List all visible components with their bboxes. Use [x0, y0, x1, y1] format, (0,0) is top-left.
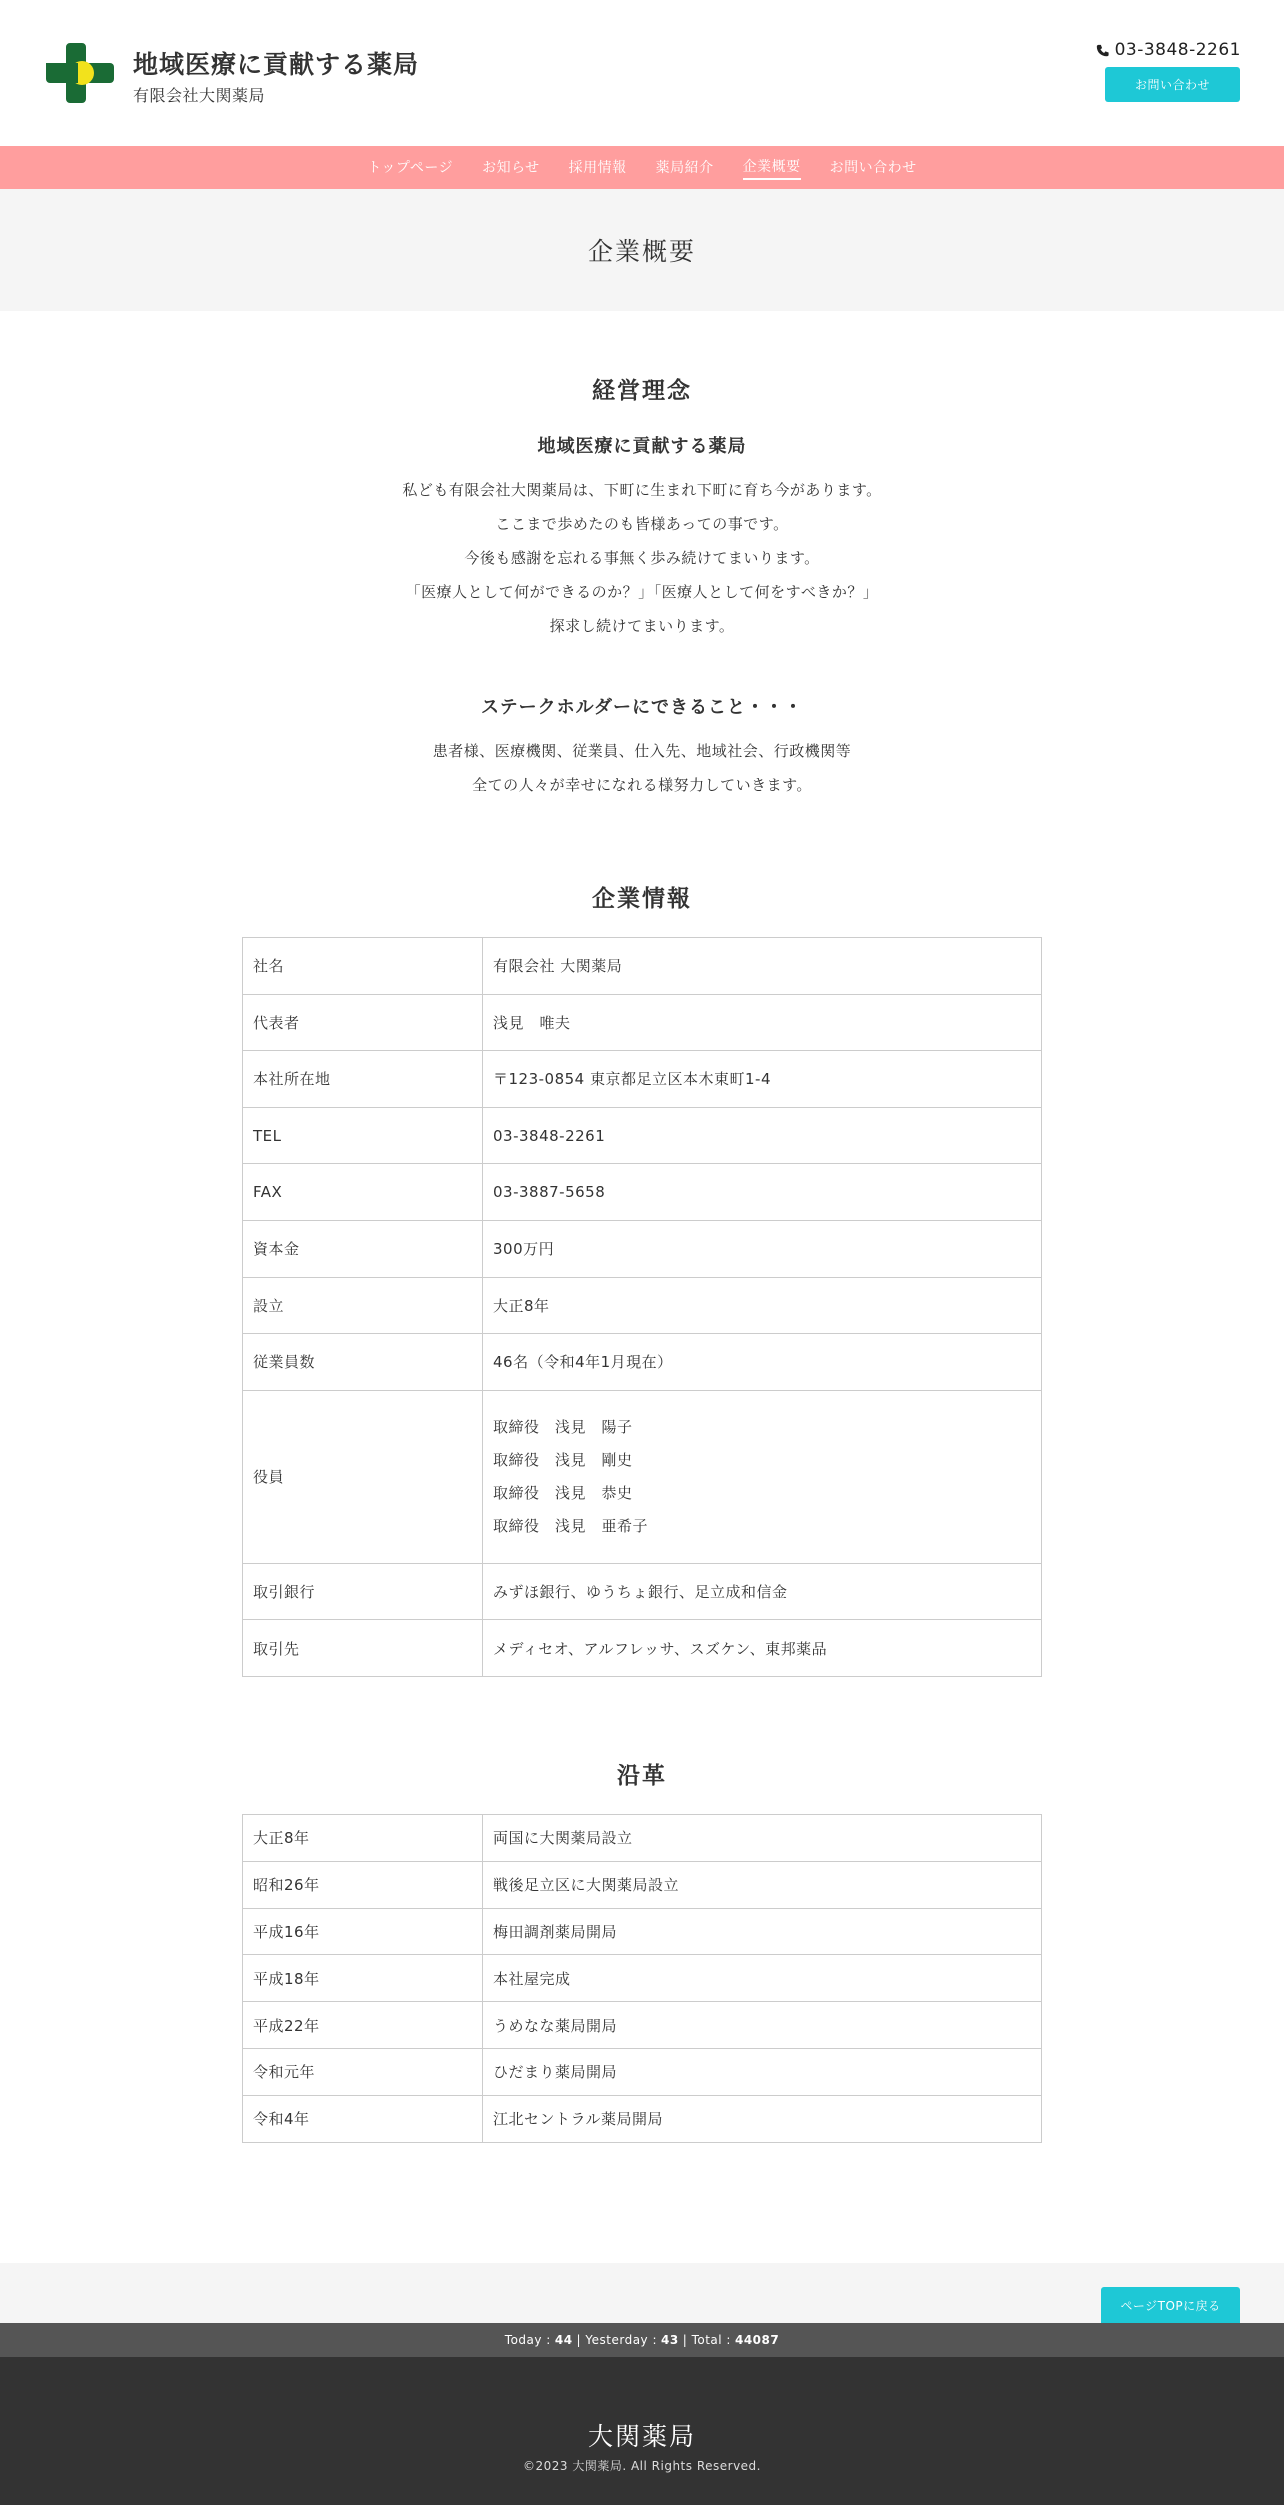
- table-row: [243, 1563, 1042, 1620]
- officer-entry: 取締役 浅見 剛史: [493, 1450, 633, 1469]
- copyright: ©2023 大関薬局. All Rights Reserved.: [522, 2459, 761, 2473]
- table-row: [243, 1051, 1042, 1108]
- history-year: 令和4年: [243, 2095, 483, 2142]
- table-value: 有限会社 大関薬局: [483, 938, 1042, 995]
- table-row: [243, 2095, 1042, 2142]
- philosophy-line: 今後も感謝を忘れる事無く歩み続けてまいります。: [464, 549, 820, 567]
- philosophy-line: 探求し続けてまいります。: [549, 617, 735, 635]
- table-row-officers: [243, 1390, 1042, 1563]
- philosophy-line: 「医療人として何ができるのか？」「医療人として何をすべきか？」: [405, 583, 879, 601]
- history-year: 令和元年: [243, 2048, 483, 2095]
- history-event: うめなな薬局開局: [483, 2002, 1042, 2049]
- history-event: 両国に大関薬局設立: [483, 1815, 1042, 1862]
- table-label: 取引銀行: [243, 1563, 483, 1620]
- site-title[interactable]: 地域医療に貢献する薬局: [133, 50, 420, 79]
- table-row: [243, 2048, 1042, 2095]
- table-row: [243, 2002, 1042, 2049]
- table-value: 03-3848-2261: [483, 1107, 1042, 1164]
- history-year: 大正8年: [243, 1815, 483, 1862]
- table-row: [243, 1908, 1042, 1955]
- table-label: FAX: [243, 1164, 483, 1221]
- table-row: [243, 1815, 1042, 1862]
- table-value: 300万円: [483, 1220, 1042, 1277]
- history-year: 平成16年: [243, 1908, 483, 1955]
- page-title: 企業概要: [587, 237, 696, 266]
- philosophy-line: ここまで歩めたのも皆様あっての事です。: [495, 515, 789, 533]
- counter-today: 44: [554, 2333, 573, 2347]
- history-year: 平成18年: [243, 1955, 483, 2002]
- table-label: 資本金: [243, 1220, 483, 1277]
- site-header: [0, 0, 1284, 146]
- table-row: [243, 994, 1042, 1051]
- stakeholder-text: [0, 734, 1284, 802]
- header-tel[interactable]: [1096, 40, 1241, 60]
- table-label: 役員: [243, 1390, 483, 1563]
- history-event: 江北セントラル薬局開局: [483, 2095, 1042, 2142]
- nav-item-top[interactable]: トップページ: [367, 159, 454, 176]
- philosophy-subheading: 地域医療に貢献する薬局: [537, 436, 747, 457]
- officer-entry: 取締役 浅見 亜希子: [493, 1516, 649, 1535]
- table-row: [243, 1620, 1042, 1677]
- table-row: [243, 1955, 1042, 2002]
- history-heading: 沿革: [617, 1763, 667, 1789]
- table-value: メディセオ、アルフレッサ、スズケン、東邦薬品: [483, 1620, 1042, 1677]
- table-label: 従業員数: [243, 1334, 483, 1391]
- header-contact-button[interactable]: お問い合わせ: [1105, 67, 1240, 102]
- table-label: 本社所在地: [243, 1051, 483, 1108]
- company-info-heading: 企業情報: [592, 886, 692, 912]
- counter-today-label: Today :: [504, 2333, 551, 2347]
- footer-site-name[interactable]: 大関薬局: [587, 2422, 696, 2451]
- table-value: 浅見 唯夫: [483, 994, 1042, 1051]
- table-label: 設立: [243, 1277, 483, 1334]
- table-label: 社名: [243, 938, 483, 995]
- table-row: [243, 1861, 1042, 1908]
- history-year: 昭和26年: [243, 1861, 483, 1908]
- counter-total: 44087: [734, 2333, 780, 2347]
- table-row: [243, 1164, 1042, 1221]
- page-top-button[interactable]: ページTOPに戻る: [1101, 2287, 1240, 2323]
- officers-list: [483, 1390, 1042, 1563]
- nav-item-pharmacies[interactable]: 薬局紹介: [655, 159, 714, 176]
- history-event: 梅田調剤薬局開局: [483, 1908, 1042, 1955]
- history-table: [242, 1814, 1042, 2143]
- stakeholder-heading: ステークホルダーにできること・・・: [481, 697, 803, 718]
- officer-entry: 取締役 浅見 陽子: [493, 1417, 633, 1436]
- philosophy-heading: 経営理念: [592, 378, 692, 404]
- table-row: [243, 1107, 1042, 1164]
- counter-yesterday: 43: [661, 2333, 679, 2347]
- company-info-table: [242, 937, 1042, 1677]
- nav-item-news[interactable]: お知らせ: [482, 159, 540, 176]
- history-event: 本社屋完成: [483, 1955, 1042, 2002]
- nav-item-company[interactable]: 企業概要: [743, 156, 801, 180]
- pre-footer-band: [0, 2263, 1284, 2323]
- table-label: TEL: [243, 1107, 483, 1164]
- history-event: 戦後足立区に大関薬局設立: [483, 1861, 1042, 1908]
- nav-item-contact[interactable]: お問い合わせ: [829, 159, 917, 176]
- table-value: みずほ銀行、ゆうちょ銀行、足立成和信金: [483, 1563, 1042, 1620]
- site-footer: [0, 2357, 1284, 2505]
- table-value: 大正8年: [483, 1277, 1042, 1334]
- access-counter: [0, 2323, 1284, 2357]
- stakeholder-line: 全ての人々が幸せになれる様努力していきます。: [472, 776, 812, 794]
- table-row: [243, 938, 1042, 995]
- table-label: 代表者: [243, 994, 483, 1051]
- philosophy-text: [0, 473, 1284, 643]
- stakeholder-line: 患者様、医療機関、従業員、仕入先、地域社会、行政機関等: [432, 742, 852, 760]
- nav-item-recruit[interactable]: 採用情報: [568, 159, 627, 176]
- history-year: 平成22年: [243, 2002, 483, 2049]
- table-row: [243, 1220, 1042, 1277]
- pharmacy-cross-logo-icon[interactable]: [42, 39, 116, 107]
- phone-icon: [1096, 44, 1109, 57]
- site-subtitle: 有限会社大関薬局: [133, 86, 266, 105]
- table-value: 46名（令和4年1月現在）: [483, 1334, 1042, 1391]
- table-value: 〒123-0854 東京都足立区本木東町1-4: [483, 1051, 1042, 1108]
- table-label: 取引先: [243, 1620, 483, 1677]
- tel-number: 03-3848-2261: [1114, 40, 1241, 60]
- counter-yesterday-label: | Yesterday :: [576, 2333, 658, 2347]
- global-nav: [0, 146, 1284, 189]
- counter-total-label: | Total :: [682, 2333, 731, 2347]
- table-value: 03-3887-5658: [483, 1164, 1042, 1221]
- officer-entry: 取締役 浅見 恭史: [493, 1483, 633, 1502]
- philosophy-line: 私ども有限会社大関薬局は、下町に生まれ下町に育ち今があります。: [402, 481, 882, 499]
- history-event: ひだまり薬局開局: [483, 2048, 1042, 2095]
- page-title-band: [0, 189, 1284, 311]
- table-row: [243, 1277, 1042, 1334]
- table-row: [243, 1334, 1042, 1391]
